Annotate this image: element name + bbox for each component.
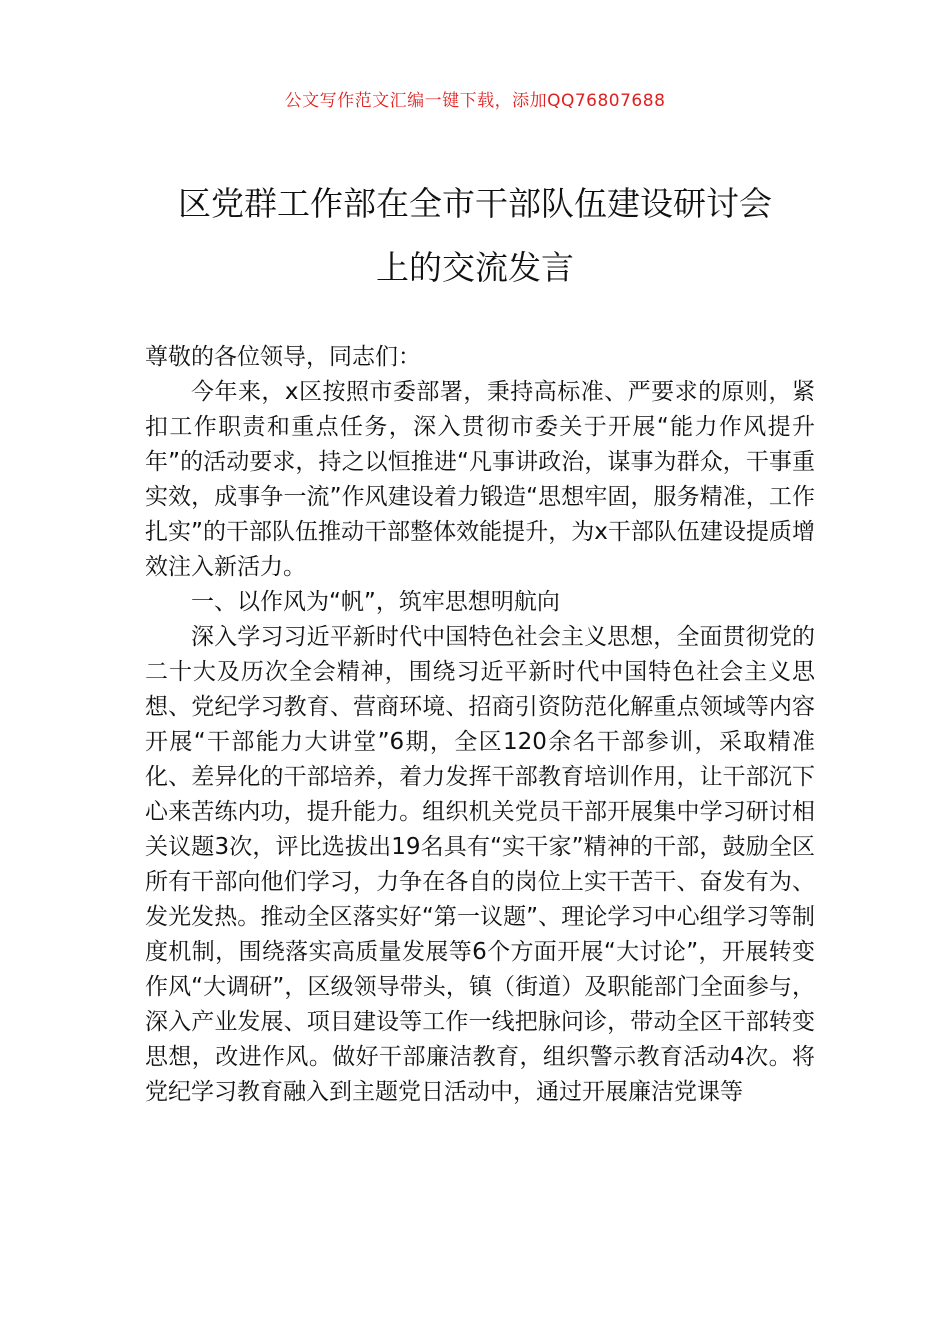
section-heading-1: 一、以作风为“帆”，筑牢思想明航向	[191, 589, 560, 615]
paragraph-section-1: 深入学习习近平新时代中国特色社会主义思想，全面贯彻党的二十大及历次全会精神，围绕习近平新时代中国特色社会主义思想、党纪学习教育、营商环境、招商引资防范化解重点领域等内容开展“干部能力大讲堂”6期，全区120余名干部参训，采取精准化、差异化的干部培养，着力发挥干部教育培训作用，让干部沉下心来苦练内功，提升能力。组织机关党员干部开展集中学习研讨相关议题3次，评比选拔出19名具有“实干家”精神的干部，鼓励全区所有干部向他们学习，力争在各自的岗位上实干苦干、奋发有为、发光发热。推动全区落实好“第一议题”、理论学习中心组学习等制度机制，围绕落实高质量发展等6个方面开展“大讨论”，开展转变作风“大调研”，区级领导带头，镇（街道）及职能部门全面参与，深入产业发展、项目建设等工作一线把脉问诊，带动全区干部转变思想，改进作风。做好干部廉洁教育，组织警示教育活动4次。将党纪学习教育融入到主题党日活动中，通过开展廉洁党课等	[145, 624, 815, 1105]
document-title	[110, 172, 840, 300]
title-line-2: 上的交流发言	[376, 248, 574, 287]
title-line-1: 区党群工作部在全市干部队伍建设研讨会	[178, 184, 772, 223]
paragraph-intro: 今年来，x区按照市委部署，秉持高标准、严要求的原则，紧扣工作职责和重点任务，深入贯彻市委关于开展“能力作风提升年”的活动要求，持之以恒推进“凡事讲政治，谋事为群众，干事重实效，成事争一流”作风建设着力锻造“思想牢固，服务精准，工作扎实”的干部队伍推动干部整体效能提升，为x干部队伍建设提质增效注入新活力。	[145, 379, 815, 580]
salutation: 尊敬的各位领导，同志们：	[145, 344, 421, 370]
document-body	[145, 340, 815, 1110]
download-promo-note: 公文写作范文汇编一键下载，添加QQ76807688	[284, 91, 666, 111]
